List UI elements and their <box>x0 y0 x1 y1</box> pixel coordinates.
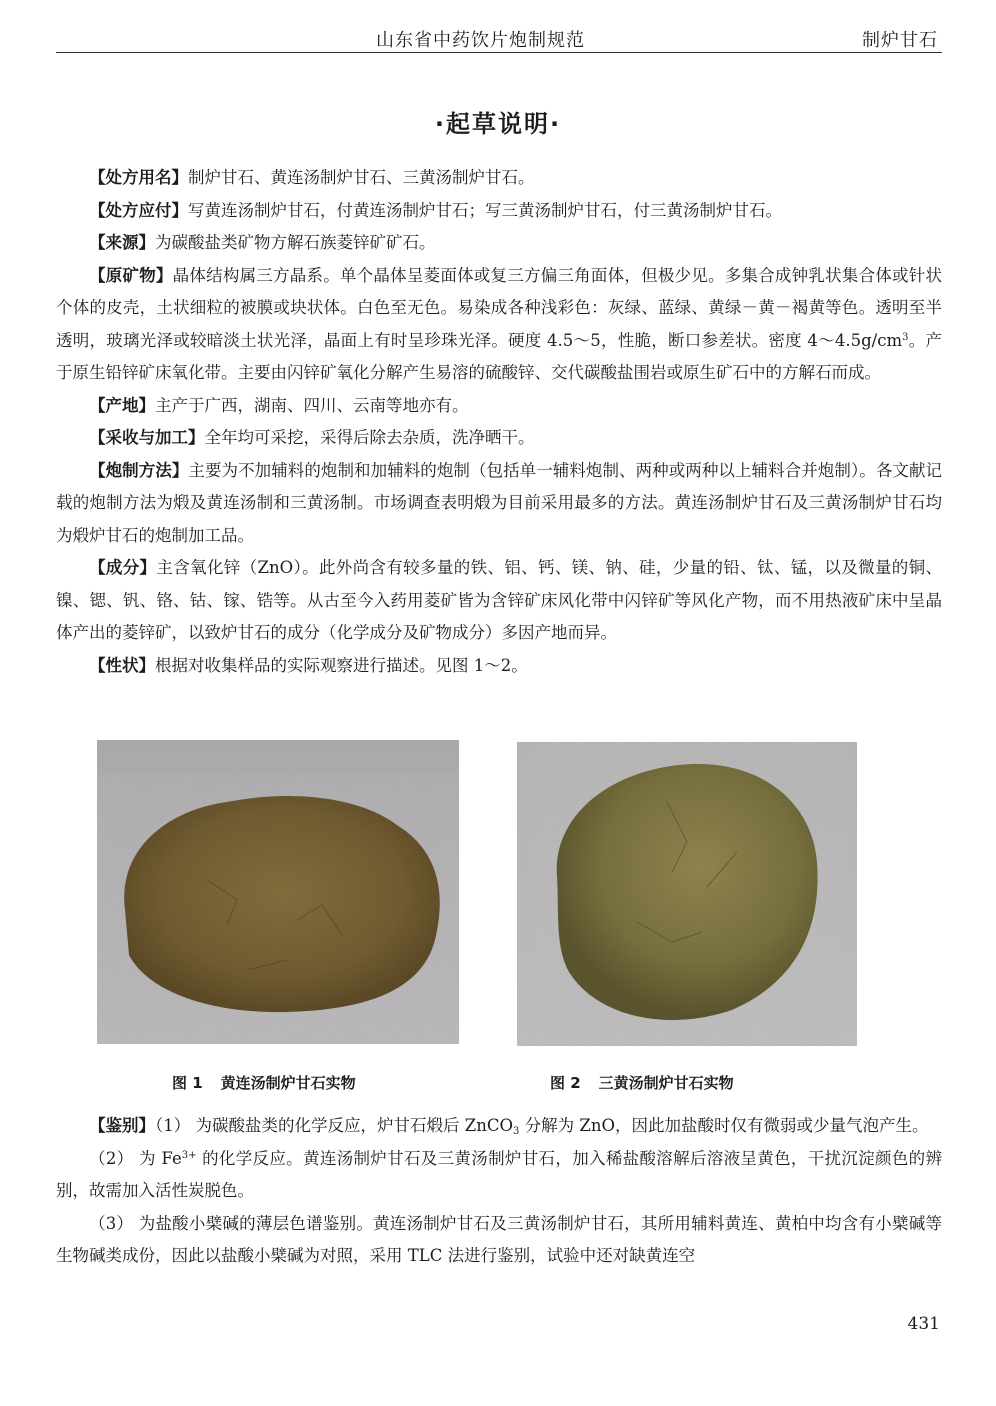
paragraph-mineral <box>56 260 942 390</box>
paragraph-prescription-name <box>56 162 942 195</box>
powder-photo-1 <box>97 740 459 1044</box>
figure-number: 图 2 <box>550 1074 581 1092</box>
superscript: 3+ <box>181 1149 197 1161</box>
powder-pile-1-image <box>97 740 459 1044</box>
main-text <box>56 162 942 682</box>
section-label: 【成分】 <box>89 558 157 577</box>
powder-pile-2-image <box>517 742 857 1046</box>
section-text: 写黄连汤制炉甘石，付黄连汤制炉甘石；写三黄汤制炉甘石，付三黄汤制炉甘石。 <box>188 200 782 220</box>
figure-caption-text: 黄连汤制炉甘石实物 <box>220 1074 356 1092</box>
paragraph-characteristics <box>56 650 942 683</box>
section-text: 为碳酸盐类矿物方解石族菱锌矿矿石。 <box>155 233 436 252</box>
section-label: 【采收与加工】 <box>89 428 205 447</box>
section-label: 【鉴别】 <box>89 1116 155 1135</box>
section-text: 。产于原生铅锌矿床氧化带。主要由闪锌矿氧化分解产生易溶的硫酸锌、交代碳酸盐围岩或原生矿石中的方解石而成。 <box>56 330 943 382</box>
running-header <box>56 14 942 53</box>
identification-paragraph-1 <box>56 1110 942 1143</box>
section-label: 【原矿物】 <box>89 265 173 285</box>
section-text: 主含氧化锌（ZnO）。此外尚含有较多量的铁、铝、钙、镁、钠、硅，少量的铅、钛、锰，以及微量的铜、镍、锶、钒、铬、钴、镓、锆等。从古至今入药用菱矿皆为含锌矿床风化带中闪锌矿等风化产物，而不用热液矿床中呈晶体产出的菱锌矿，以致炉甘石的成分（化学成分及矿物成分）多因产地而异。 <box>56 558 943 642</box>
subscript: 3 <box>512 1126 520 1137</box>
page-number: 431 <box>907 1314 940 1334</box>
section-label: 【处方用名】 <box>89 168 188 187</box>
section-label: 【性状】 <box>89 655 155 675</box>
figure-number: 图 1 <box>172 1074 203 1092</box>
section-text: 晶体结构属三方晶系。单个晶体呈菱面体或复三方偏三角面体，但极少见。多集合成钟乳状集合体或针状个体的皮壳，土状细粒的被膜或块状体。白色至无色。易染成各种浅彩色：灰绿、蓝绿、黄绿－黄－褐黄等色。透明至半透明，玻璃光泽或较暗淡土状光泽，晶面上有时呈珍珠光泽。硬度 4.5～5，性脆，断口参差状。密度 4～4.5g/cm <box>56 265 943 350</box>
section-text: 主产于广西，湖南、四川、云南等地亦有。 <box>155 395 469 415</box>
figure-caption-1 <box>172 1072 356 1093</box>
section-text: 的化学反应。黄连汤制炉甘石及三黄汤制炉甘石，加入稀盐酸溶解后溶液呈黄色，干扰沉淀颜色的辨别，故需加入活性炭脱色。 <box>56 1148 942 1200</box>
section-text: 全年均可采挖，采得后除去杂质，洗净晒干。 <box>204 428 535 447</box>
section-label: 【产地】 <box>89 395 155 415</box>
section-label: 【炮制方法】 <box>89 460 189 480</box>
section-label: 【处方应付】 <box>89 200 188 220</box>
figure-caption-2 <box>550 1072 734 1093</box>
paragraph-dispensing <box>56 195 942 228</box>
section-text: 根据对收集样品的实际观察进行描述。见图 1～2。 <box>155 655 528 675</box>
paragraph-composition <box>56 552 942 650</box>
page-title: ·起草说明· <box>434 110 562 138</box>
paragraph-processing <box>56 455 942 553</box>
identification-paragraph-2 <box>56 1143 942 1208</box>
section-text: 制炉甘石、黄连汤制炉甘石、三黄汤制炉甘石。 <box>188 168 535 187</box>
book-title: 山东省中药饮片炮制规范 <box>376 30 585 51</box>
section-title: 制炉甘石 <box>862 30 938 51</box>
section-text: 分解为 ZnO，因此加盐酸时仅有微弱或少量气泡产生。 <box>519 1116 929 1135</box>
figure-caption-text: 三黄汤制炉甘石实物 <box>598 1074 734 1092</box>
section-text: 主要为不加辅料的炮制和加辅料的炮制（包括单一辅料炮制、两种或两种以上辅料合并炮制）。各文献记载的炮制方法为煅及黄连汤制和三黄汤制。市场调查表明煅为目前采用最多的方法。黄连汤制炉甘石及三黄汤制炉甘石均为煅炉甘石的炮制加工品。 <box>56 460 943 545</box>
paragraph-origin <box>56 390 942 423</box>
paragraph-harvest <box>56 422 942 455</box>
section-label: 【来源】 <box>89 233 155 252</box>
superscript: 3 <box>902 331 909 343</box>
section-text: （2） 为 Fe <box>89 1148 182 1168</box>
identification-paragraph-3: （3） 为盐酸小檗碱的薄层色谱鉴别。黄连汤制炉甘石及三黄汤制炉甘石，其所用辅料黄连、黄柏中均含有小檗碱等生物碱类成份，因此以盐酸小檗碱为对照，采用 TLC 法进行鉴别，试验中还对缺黄连空 <box>56 1213 942 1265</box>
powder-photo-2 <box>517 742 857 1046</box>
paragraph-source <box>56 227 942 260</box>
section-text: （1） 为碳酸盐类的化学反应，炉甘石煅后 ZnCO <box>155 1116 513 1135</box>
identification-text <box>56 1110 942 1273</box>
